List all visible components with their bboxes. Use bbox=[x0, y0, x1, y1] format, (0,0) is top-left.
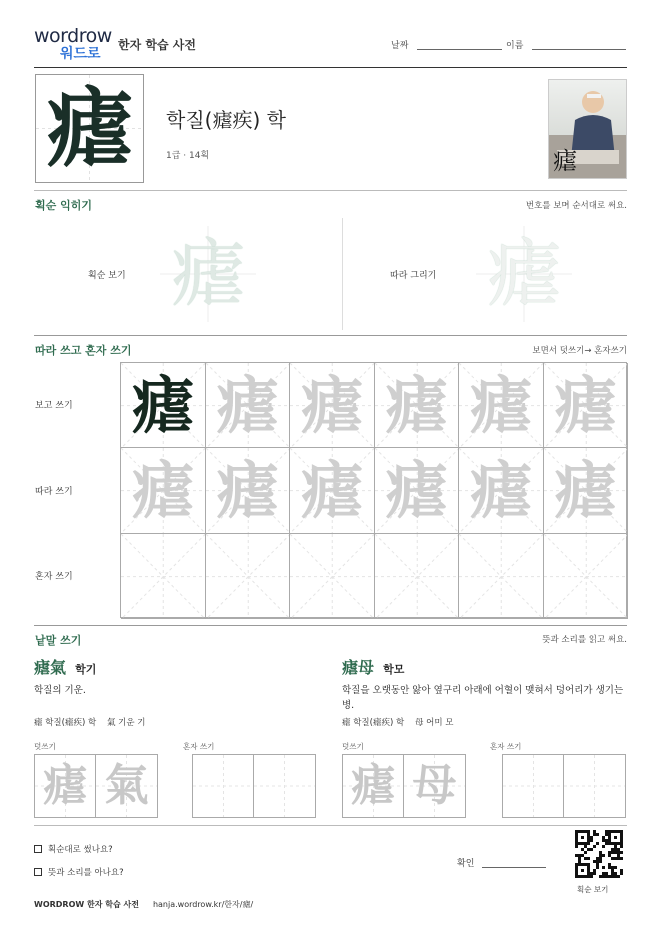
illustration-character: 瘧 bbox=[553, 147, 577, 175]
confirm-label: 확인 bbox=[457, 859, 475, 869]
word-1-solo-box[interactable] bbox=[192, 754, 316, 818]
stroke-trace-character: 瘧 bbox=[487, 231, 561, 317]
practice-cell[interactable] bbox=[375, 534, 460, 619]
section-divider bbox=[34, 825, 627, 826]
practice-cell[interactable] bbox=[459, 534, 544, 619]
footer-url[interactable]: hanja.wordrow.kr/한자/瘧/ bbox=[152, 900, 254, 909]
word-cell[interactable] bbox=[343, 755, 404, 817]
practice-cell[interactable] bbox=[290, 363, 375, 448]
word-1-trace-label: 덧쓰기 bbox=[34, 742, 56, 751]
practice-cell[interactable] bbox=[375, 363, 460, 448]
section-divider bbox=[34, 335, 627, 336]
stroke-order-character: 瘧 bbox=[171, 231, 245, 317]
qr-code-graphic bbox=[575, 830, 623, 878]
word-cell[interactable] bbox=[193, 755, 254, 817]
checklist-item-1-label: 획순대로 썼나요? bbox=[48, 845, 113, 855]
word-cell[interactable] bbox=[564, 755, 625, 817]
cell-guide-lines bbox=[459, 534, 544, 619]
word-1-definition: 학질의 기운. bbox=[34, 685, 86, 696]
stroke-view-label: 획순 보기 bbox=[88, 271, 126, 281]
trace-character: 瘧 bbox=[554, 454, 617, 528]
stroke-order-diagram bbox=[160, 226, 256, 322]
practice-section-note: 보면서 덧쓰기→ 혼자쓰기 bbox=[532, 346, 627, 356]
trace-character: 瘧 bbox=[385, 369, 448, 442]
word-trace-character: 瘧 bbox=[351, 760, 395, 811]
stroke-section-title: 획순 익히기 bbox=[35, 199, 92, 212]
wordrow-logo bbox=[34, 26, 114, 66]
practice-cell[interactable] bbox=[206, 363, 291, 448]
trace-character: 瘧 bbox=[469, 454, 532, 528]
word-1-parts: 瘧 학질(瘧疾) 학 氣 기운 기 bbox=[34, 718, 146, 728]
cell-guide-lines bbox=[375, 534, 460, 619]
row-label-trace: 따라 쓰기 bbox=[35, 487, 73, 497]
trace-character: 瘧 bbox=[216, 369, 279, 442]
checkbox[interactable] bbox=[34, 868, 42, 876]
character-title: 학질(瘧疾) 학 bbox=[166, 108, 286, 132]
cell-guide-lines bbox=[121, 534, 206, 619]
stroke-trace-label: 따라 그리기 bbox=[390, 271, 437, 281]
trace-character: 瘧 bbox=[469, 369, 532, 442]
cell-guide-lines bbox=[206, 534, 291, 619]
footer bbox=[34, 899, 253, 910]
practice-cell[interactable] bbox=[290, 448, 375, 533]
word-cell[interactable] bbox=[404, 755, 465, 817]
qr-code-icon[interactable] bbox=[575, 830, 623, 878]
stroke-divider bbox=[342, 218, 343, 330]
practice-cell[interactable] bbox=[544, 363, 629, 448]
vocab-section-note: 뜻과 소리를 읽고 써요. bbox=[542, 635, 627, 645]
vocab-word-1 bbox=[34, 655, 96, 678]
trace-character: 瘧 bbox=[554, 369, 617, 442]
practice-section-title: 따라 쓰고 혼자 쓰기 bbox=[35, 344, 132, 357]
word-1-reading: 학기 bbox=[75, 663, 97, 676]
main-character-box bbox=[35, 74, 144, 183]
vocab-word-2 bbox=[342, 655, 404, 678]
checkbox[interactable] bbox=[34, 845, 42, 853]
cell-guide-lines bbox=[544, 534, 629, 619]
model-character: 瘧 bbox=[131, 369, 194, 442]
trace-character: 瘧 bbox=[216, 454, 279, 528]
practice-cell[interactable] bbox=[544, 448, 629, 533]
word-2-trace-label: 덧쓰기 bbox=[342, 742, 364, 751]
practice-cell[interactable] bbox=[375, 448, 460, 533]
practice-cell[interactable] bbox=[459, 363, 544, 448]
practice-cell[interactable] bbox=[206, 534, 291, 619]
word-2-definition: 학질을 오랫동안 앓아 옆구리 아래에 어혈이 맺혀서 덩어리가 생기는 병. bbox=[342, 685, 624, 711]
checklist-item-2-label: 뜻과 소리를 아나요? bbox=[48, 868, 124, 878]
word-2-solo-box[interactable] bbox=[502, 754, 626, 818]
practice-grid[interactable] bbox=[120, 362, 627, 618]
cell-guide-lines bbox=[290, 534, 375, 619]
word-2-solo-label: 혼자 쓰기 bbox=[490, 742, 522, 751]
practice-cell[interactable] bbox=[206, 448, 291, 533]
logo-text: wordrow bbox=[34, 25, 112, 47]
word-cell-guide bbox=[254, 755, 315, 817]
word-1-hanja: 瘧氣 bbox=[34, 658, 67, 677]
word-2-parts: 瘧 학질(瘧疾) 학 母 어미 모 bbox=[342, 718, 454, 728]
qr-label: 획순 보기 bbox=[577, 885, 609, 894]
checklist-item-2[interactable] bbox=[34, 866, 124, 878]
date-label: 날짜 bbox=[391, 41, 409, 51]
footer-brand: WORDROW 한자 학습 사전 bbox=[34, 900, 139, 909]
trace-character: 瘧 bbox=[300, 369, 363, 442]
section-divider bbox=[34, 625, 627, 626]
main-character: 瘧 bbox=[46, 78, 133, 179]
practice-cell[interactable] bbox=[290, 534, 375, 619]
stroke-trace-diagram bbox=[476, 226, 572, 322]
word-trace-character: 瘧 bbox=[43, 760, 87, 811]
word-cell[interactable] bbox=[254, 755, 315, 817]
trace-character: 瘧 bbox=[131, 454, 194, 528]
word-2-reading: 학모 bbox=[383, 663, 405, 676]
trace-character: 瘧 bbox=[300, 454, 363, 528]
date-field-line bbox=[417, 49, 502, 50]
character-illustration bbox=[548, 79, 627, 179]
header-divider bbox=[34, 67, 627, 68]
logo-korean-text: 워드로 bbox=[60, 46, 101, 62]
practice-cell[interactable] bbox=[544, 534, 629, 619]
practice-cell[interactable] bbox=[121, 363, 206, 448]
word-trace-character: 母 bbox=[412, 760, 457, 811]
word-cell-guide bbox=[503, 755, 564, 817]
practice-cell[interactable] bbox=[459, 448, 544, 533]
word-cell-guide bbox=[564, 755, 625, 817]
practice-cell[interactable] bbox=[121, 448, 206, 533]
checklist-item-1[interactable] bbox=[34, 843, 113, 855]
trace-character: 瘧 bbox=[385, 454, 448, 528]
word-cell-guide bbox=[193, 755, 254, 817]
section-divider bbox=[34, 190, 627, 191]
word-cell[interactable] bbox=[503, 755, 564, 817]
name-field-line bbox=[532, 49, 626, 50]
word-2-hanja: 瘧母 bbox=[342, 658, 375, 677]
row-label-solo: 혼자 쓰기 bbox=[35, 572, 73, 582]
character-meta: 1급 · 14획 bbox=[166, 151, 210, 161]
word-1-trace-box[interactable] bbox=[34, 754, 158, 818]
app-title: 한자 학습 사전 bbox=[118, 38, 196, 52]
stroke-section-note: 번호를 보며 순서대로 써요. bbox=[525, 201, 627, 211]
row-label-view: 보고 쓰기 bbox=[35, 401, 73, 411]
practice-cell[interactable] bbox=[121, 534, 206, 619]
confirm-signature-line bbox=[482, 867, 546, 868]
vocab-section-title: 낱말 쓰기 bbox=[35, 634, 82, 647]
word-trace-character: 氣 bbox=[104, 760, 149, 811]
word-cell[interactable] bbox=[35, 755, 96, 817]
name-label: 이름 bbox=[506, 41, 524, 51]
word-1-solo-label: 혼자 쓰기 bbox=[183, 742, 215, 751]
word-cell[interactable] bbox=[96, 755, 157, 817]
word-2-trace-box[interactable] bbox=[342, 754, 466, 818]
